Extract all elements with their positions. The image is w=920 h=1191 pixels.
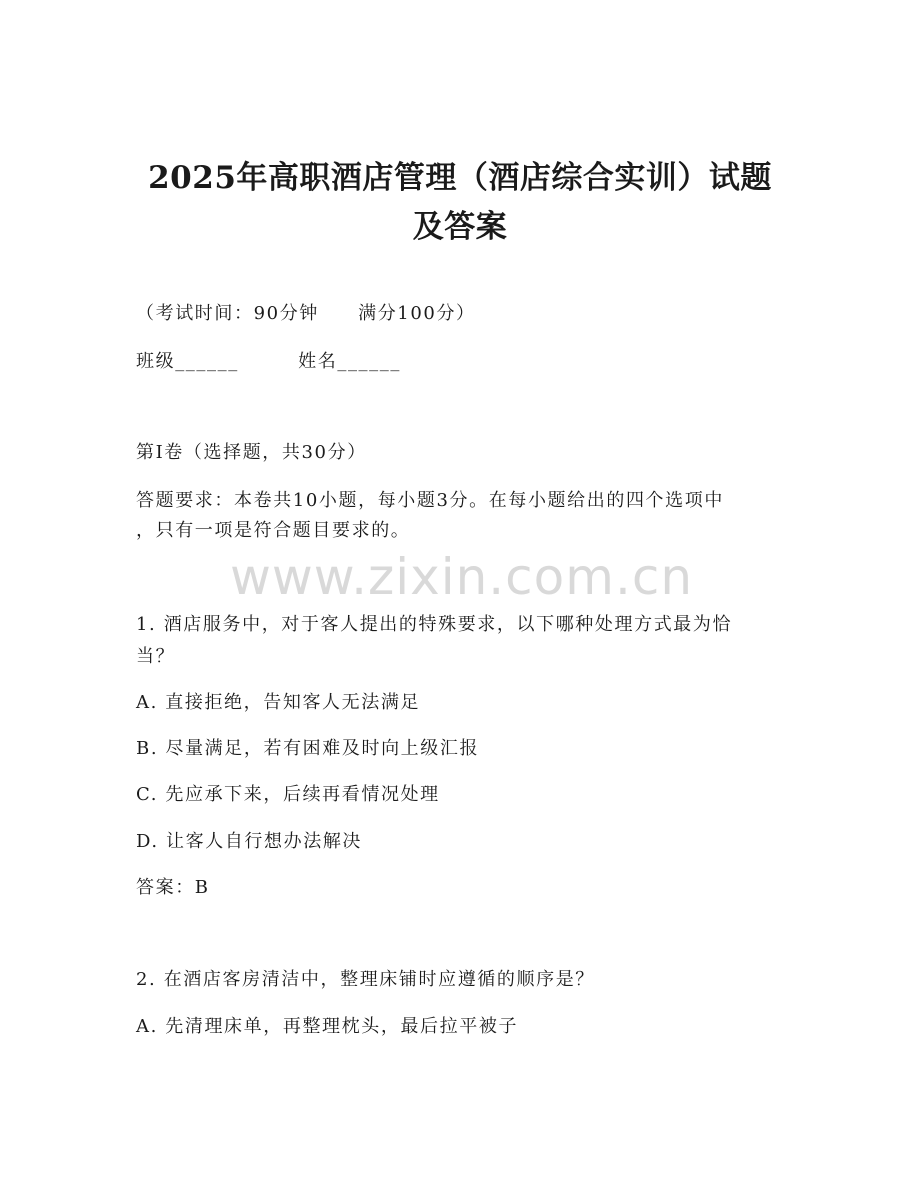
- class-field: 班级______: [136, 351, 239, 372]
- document-title-line-2: 及答案: [412, 209, 508, 245]
- question-1-answer: 答案：B: [136, 877, 210, 898]
- question-1-option-d: D. 让客人自行想办法解决: [136, 831, 363, 852]
- question-1-option-a: A. 直接拒绝，告知客人无法满足: [136, 692, 421, 713]
- watermark: www.zixin.com.cn: [230, 548, 694, 606]
- document-title-line-1: 2025年高职酒店管理（酒店综合实训）试题: [148, 160, 772, 196]
- question-1-option-c: C. 先应承下来，后续再看情况处理: [136, 784, 440, 805]
- question-1-stem-line-2: 当？: [136, 646, 176, 667]
- student-info-row: [136, 349, 786, 375]
- name-field: 姓名______: [298, 351, 401, 372]
- section-title: 第I卷（选择题，共30分）: [136, 442, 367, 463]
- question-1-stem-line-1: 1. 酒店服务中，对于客人提出的特殊要求，以下哪种处理方式最为恰: [136, 614, 733, 635]
- instructions-line-2: ，只有一项是符合题目要求的。: [136, 520, 411, 541]
- question-1-option-b: B. 尽量满足，若有困难及时向上级汇报: [136, 738, 480, 759]
- question-2-option-a: A. 先清理床单，再整理枕头，最后拉平被子: [136, 1016, 519, 1037]
- instructions-line-1: 答题要求：本卷共10小题，每小题3分。在每小题给出的四个选项中: [136, 490, 724, 511]
- exam-info: （考试时间：90分钟 满分100分）: [136, 303, 476, 324]
- question-2-stem-line-1: 2. 在酒店客房清洁中，整理床铺时应遵循的顺序是？: [136, 969, 595, 990]
